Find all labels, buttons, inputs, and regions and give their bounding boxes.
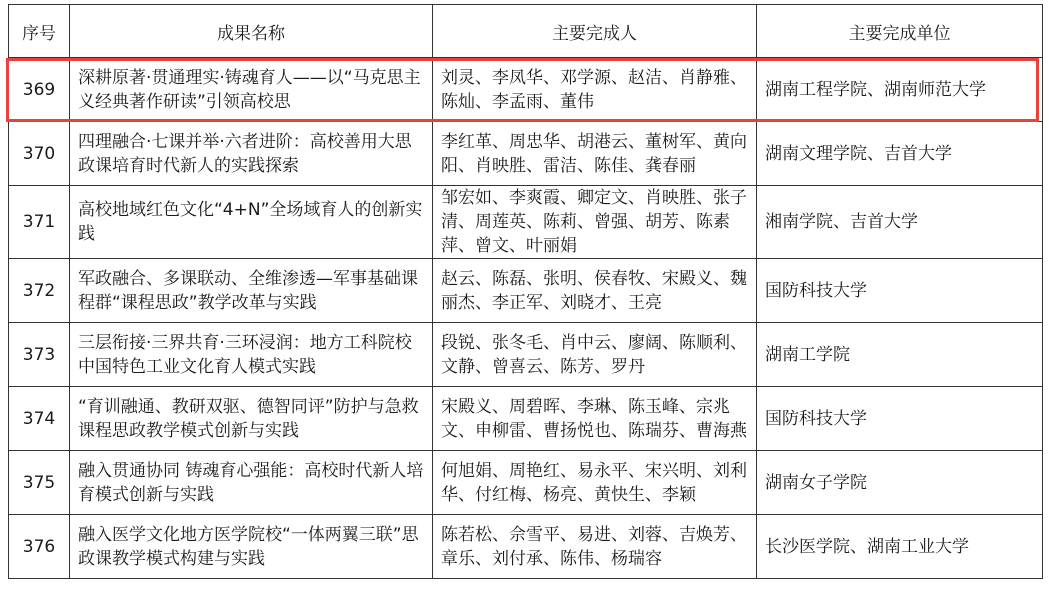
achievement-name [70, 515, 433, 579]
contributors-text: 段锐、张冬毛、肖中云、廖阔、陈顺利、文静、曾喜云、陈芳、罗丹 [441, 332, 747, 377]
achievements-table [8, 4, 1043, 579]
contributors-text: 赵云、陈磊、张明、侯春牧、宋殿义、魏丽杰、李正军、刘晓才、王亮 [441, 268, 747, 313]
header-main-contributors: 主要完成人 [433, 5, 757, 58]
achievement-name [70, 122, 433, 186]
contributors [433, 515, 757, 579]
contributors [433, 186, 757, 259]
unit: 长沙医学院、湖南工业大学 [757, 515, 1043, 579]
header-main-units: 主要完成单位 [757, 5, 1043, 58]
contributors [433, 259, 757, 323]
contributors-text: 刘灵、李凤华、邓学源、赵洁、肖静雅、陈灿、李孟雨、董伟 [441, 67, 747, 112]
row-number: 374 [9, 387, 70, 451]
contributors [433, 451, 757, 515]
unit: 湘南学院、吉首大学 [757, 186, 1043, 259]
table-row [9, 387, 1043, 451]
unit: 湖南文理学院、吉首大学 [757, 122, 1043, 186]
table-row [9, 58, 1043, 122]
table-row [9, 323, 1043, 387]
achievement-name [70, 58, 433, 122]
contributors-text: 陈若松、佘雪平、易进、刘蓉、吉焕芳、章乐、刘付承、陈伟、杨瑞容 [441, 524, 747, 569]
table-row [9, 515, 1043, 579]
unit: 湖南工程学院、湖南师范大学 [757, 58, 1043, 122]
row-number: 372 [9, 259, 70, 323]
row-number: 370 [9, 122, 70, 186]
achievement-name-text: 高校地域红色文化“4+N”全场域育人的创新实践 [78, 200, 423, 244]
contributors [433, 122, 757, 186]
contributors-text: 宋殿义、周碧晖、李琳、陈玉峰、宗兆文、申柳雷、曹扬悦也、陈瑞芬、曹海燕 [441, 396, 747, 441]
table-row [9, 259, 1043, 323]
row-number: 371 [9, 186, 70, 259]
achievement-name-text: “育训融通、教研双驱、德智同评”防护与急救课程思政教学模式创新与实践 [78, 396, 419, 441]
row-number: 376 [9, 515, 70, 579]
row-number: 369 [9, 58, 70, 122]
achievement-name [70, 451, 433, 515]
table-row [9, 186, 1043, 259]
achievement-name [70, 259, 433, 323]
unit: 国防科技大学 [757, 259, 1043, 323]
table-row [9, 451, 1043, 515]
table-row [9, 122, 1043, 186]
contributors [433, 323, 757, 387]
achievement-name-text: 融入医学文化地方医学院校“一体两翼三联”思政课教学模式构建与实践 [78, 524, 419, 569]
header-number: 序号 [9, 5, 70, 58]
achievement-name-text: 军政融合、多课联动、全维渗透—军事基础课程群“课程思政”教学改革与实践 [78, 268, 418, 313]
achievement-name-text: 深耕原著·贯通理实·铸魂育人——以“马克思主义经典著作研读”引领高校思 [78, 67, 421, 112]
unit: 国防科技大学 [757, 387, 1043, 451]
contributors-text: 何旭娟、周艳红、易永平、宋兴明、刘利华、付红梅、杨亮、黄快生、李颖 [441, 460, 747, 505]
header-achievement-name: 成果名称 [70, 5, 433, 58]
contributors [433, 387, 757, 451]
achievement-name-text: 三层衔接·三界共育·三环浸润：地方工科院校中国特色工业文化育人模式实践 [78, 332, 412, 377]
achievement-name [70, 387, 433, 451]
contributors [433, 58, 757, 122]
table-header-row [9, 5, 1043, 58]
achievement-name-text: 融入贯通协同 铸魂育心强能：高校时代新人培育模式创新与实践 [78, 460, 424, 505]
row-number: 373 [9, 323, 70, 387]
achievement-name-text: 四理融合·七课并举·六者进阶：高校善用大思政课培育时代新人的实践探索 [78, 131, 412, 176]
achievement-name [70, 186, 433, 259]
unit: 湖南女子学院 [757, 451, 1043, 515]
row-number: 375 [9, 451, 70, 515]
unit: 湖南工学院 [757, 323, 1043, 387]
contributors-text: 邹宏如、李爽霞、卿定文、肖映胜、张子清、周莲英、陈莉、曾强、胡芳、陈素萍、曾文、叶丽娟 [441, 188, 747, 256]
contributors-text: 李红革、周忠华、胡港云、董树军、黄向阳、肖映胜、雷洁、陈佳、龚春丽 [441, 131, 747, 176]
achievement-name [70, 323, 433, 387]
